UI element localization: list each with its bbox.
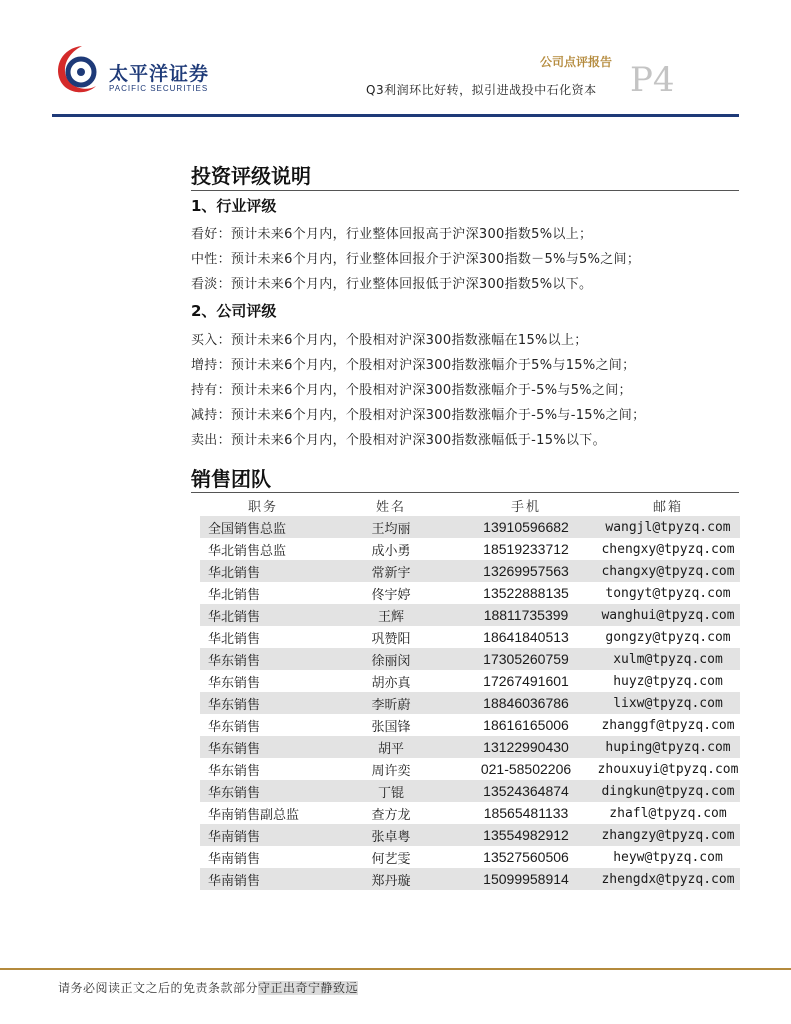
table-row [200, 692, 740, 714]
cell-name: 徐丽闵 [326, 648, 456, 670]
cell-email: zhanggf@tpyzq.com [601, 717, 735, 733]
cell-role: 华东销售 [200, 692, 326, 714]
cell-phone: 18519233712 [483, 541, 569, 557]
cell-email: wangjl@tpyzq.com [596, 516, 740, 538]
cell-role: 华东销售 [208, 763, 261, 779]
report-type: 公司点评报告 [540, 55, 613, 69]
cell-name: 丁锟 [326, 780, 456, 802]
table-row [200, 846, 740, 868]
cell-email: zhafl@tpyzq.com [609, 805, 727, 821]
cell-email: huping@tpyzq.com [596, 736, 740, 758]
cell-name: 胡亦真 [371, 675, 411, 691]
table-row [200, 626, 740, 648]
footer-divider [0, 968, 791, 970]
company-rating-line: 减持：预计未来6个月内，个股相对沪深300指数涨幅介于-5%与-15%之间； [191, 408, 646, 423]
table-row [200, 824, 740, 846]
cell-email: tongyt@tpyzq.com [605, 585, 731, 601]
table-row [200, 758, 740, 780]
cell-name: 张国锋 [371, 719, 411, 735]
cell-phone: 18811735399 [456, 604, 596, 626]
cell-email: heyw@tpyzq.com [613, 849, 723, 865]
disclaimer-notice: 请务必阅读正文之后的免责条款部分 [58, 981, 259, 995]
cell-name: 佟宇婷 [371, 587, 411, 603]
cell-email: huyz@tpyzq.com [613, 673, 723, 689]
industry-rating-title: 1、行业评级 [191, 197, 277, 215]
cell-phone: 13910596682 [456, 516, 596, 538]
table-row [200, 802, 740, 824]
cell-email: zhengdx@tpyzq.com [596, 868, 740, 890]
cell-email: lixw@tpyzq.com [596, 692, 740, 714]
cell-phone: 17267491601 [483, 673, 569, 689]
industry-rating-line: 看好：预计未来6个月内，行业整体回报高于沪深300指数5%以上； [191, 227, 593, 242]
logo-english-name: PACIFIC SECURITIES [109, 84, 209, 93]
page-number: P4 [630, 60, 675, 100]
cell-email: dingkun@tpyzq.com [596, 780, 740, 802]
cell-role: 华北销售总监 [208, 543, 287, 559]
cell-phone: 18641840513 [483, 629, 569, 645]
cell-name: 王辉 [326, 604, 456, 626]
report-title: Q3利润环比好转，拟引进战投中石化资本 [366, 83, 597, 97]
cell-name: 张卓粤 [326, 824, 456, 846]
table-header-row [200, 494, 740, 516]
column-header-role: 职务 [247, 499, 278, 515]
logo-chinese-name: 太平洋证券 [109, 63, 210, 85]
cell-role: 华东销售 [208, 675, 261, 691]
company-rating-title: 2、公司评级 [191, 302, 277, 320]
cell-role: 华南销售 [200, 868, 326, 890]
cell-role: 华东销售 [200, 780, 326, 802]
cell-name: 巩赞阳 [371, 631, 411, 647]
cell-role: 华北销售 [208, 631, 261, 647]
cell-role: 华北销售 [200, 560, 326, 582]
table-row [200, 780, 740, 802]
column-header-email: 邮箱 [652, 499, 683, 515]
cell-role: 华南销售副总监 [208, 807, 300, 823]
cell-email: xulm@tpyzq.com [596, 648, 740, 670]
cell-name: 王均丽 [326, 516, 456, 538]
cell-email: chengxy@tpyzq.com [601, 541, 735, 557]
table-row [200, 714, 740, 736]
footer-disclaimer [58, 979, 358, 996]
industry-rating-line: 看淡：预计未来6个月内，行业整体回报低于沪深300指数5%以下。 [191, 277, 593, 292]
cell-name: 常新宇 [326, 560, 456, 582]
cell-email: wanghui@tpyzq.com [596, 604, 740, 626]
pacific-securities-logo-icon [52, 42, 104, 98]
sales-team-divider [191, 492, 739, 493]
header-divider [52, 114, 739, 117]
table-row [200, 604, 740, 626]
cell-role: 全国销售总监 [200, 516, 326, 538]
cell-role: 华东销售 [208, 719, 261, 735]
company-motto: 守正出奇宁静致远 [258, 981, 359, 995]
cell-phone: 13122990430 [456, 736, 596, 758]
cell-role: 华北销售 [208, 587, 261, 603]
cell-name: 周许奕 [371, 763, 411, 779]
company-rating-line: 买入：预计未来6个月内，个股相对沪深300指数涨幅在15%以上； [191, 333, 588, 348]
rating-section-divider [191, 190, 739, 191]
table-row [200, 648, 740, 670]
company-rating-line: 持有：预计未来6个月内，个股相对沪深300指数涨幅介于-5%与5%之间； [191, 383, 632, 398]
cell-phone: 021-58502206 [480, 761, 572, 777]
cell-phone: 18846036786 [456, 692, 596, 714]
cell-name: 胡平 [326, 736, 456, 758]
rating-section-title: 投资评级说明 [191, 164, 311, 188]
column-header-phone: 手机 [510, 499, 541, 515]
industry-rating-line: 中性：预计未来6个月内，行业整体回报介于沪深300指数－5%与5%之间； [191, 252, 641, 267]
cell-phone: 13554982912 [456, 824, 596, 846]
cell-phone: 13522888135 [483, 585, 569, 601]
cell-role: 华南销售 [208, 851, 261, 867]
cell-phone: 13524364874 [456, 780, 596, 802]
cell-phone: 15099958914 [456, 868, 596, 890]
sales-team-rows [200, 516, 740, 890]
cell-email: gongzy@tpyzq.com [605, 629, 731, 645]
cell-email: zhouxuyi@tpyzq.com [597, 761, 739, 777]
cell-phone: 13527560506 [483, 849, 569, 865]
cell-role: 华东销售 [200, 648, 326, 670]
cell-phone: 18616165006 [483, 717, 569, 733]
company-rating-line: 增持：预计未来6个月内，个股相对沪深300指数涨幅介于5%与15%之间； [191, 358, 636, 373]
cell-role: 华东销售 [200, 736, 326, 758]
table-row [200, 582, 740, 604]
cell-email: zhangzy@tpyzq.com [596, 824, 740, 846]
cell-role: 华南销售 [200, 824, 326, 846]
cell-phone: 17305260759 [456, 648, 596, 670]
cell-name: 成小勇 [371, 543, 411, 559]
cell-name: 李昕蔚 [326, 692, 456, 714]
table-row [200, 736, 740, 758]
table-row [200, 670, 740, 692]
cell-role: 华北销售 [200, 604, 326, 626]
cell-phone: 18565481133 [483, 805, 569, 821]
sales-team-title: 销售团队 [191, 467, 271, 491]
company-rating-line: 卖出：预计未来6个月内，个股相对沪深300指数涨幅低于-15%以下。 [191, 433, 606, 448]
column-header-name: 姓名 [375, 499, 406, 515]
cell-name: 郑丹璇 [326, 868, 456, 890]
cell-email: changxy@tpyzq.com [596, 560, 740, 582]
cell-name: 何艺雯 [371, 851, 411, 867]
cell-phone: 13269957563 [456, 560, 596, 582]
sales-team-table [200, 494, 740, 890]
table-row [200, 868, 740, 890]
table-row [200, 538, 740, 560]
table-row [200, 516, 740, 538]
table-row [200, 560, 740, 582]
cell-name: 查方龙 [371, 807, 411, 823]
company-logo [52, 42, 212, 98]
